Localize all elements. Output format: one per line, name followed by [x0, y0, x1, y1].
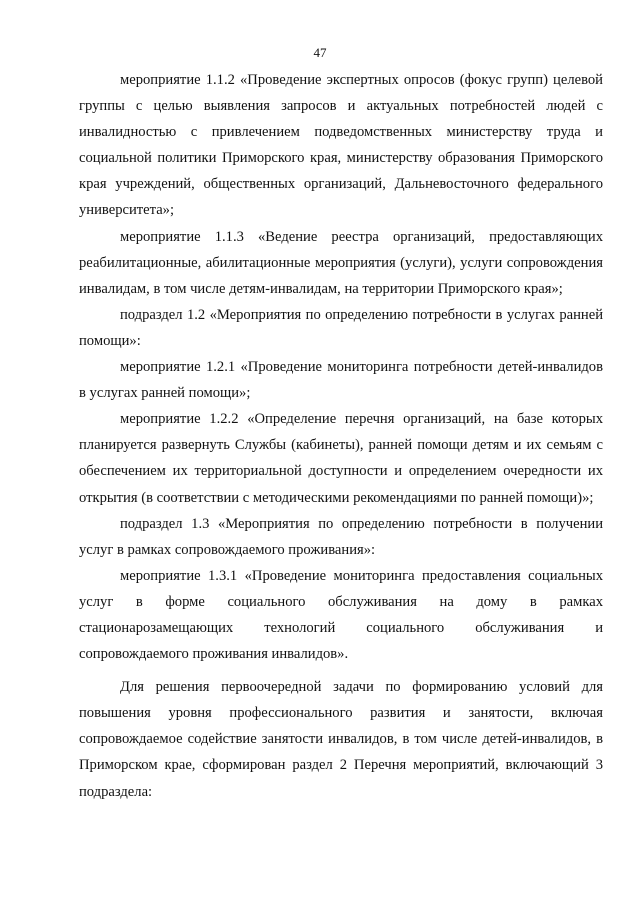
- paragraph-section-2-intro: Для решения первоочередной задачи по формированию условий для повышения уровня профессионального развития и занятости, включая сопровождаемое содействие занятости инвалидов, в том числе детей-инвалидов, в Приморском крае, сформирован раздел 2 Перечня мероприятий, включающий 3 подраздела:: [79, 679, 603, 800]
- document-body: [79, 67, 603, 805]
- paragraph-measure-1-1-2: мероприятие 1.1.2 «Проведение экспертных опросов (фокус групп) целевой группы с целью выявления запросов и актуальных потребностей людей с инвалидностью с привлечением подведомственных министерству труда и социальной политики Приморского края, министерству образования Приморского края учреждений, общественных организаций, Дальневосточного федерального университета»;: [79, 72, 603, 219]
- paragraph-subsection-1-2: подраздел 1.2 «Мероприятия по определению потребности в услугах ранней помощи»:: [79, 306, 603, 349]
- paragraph-measure-1-2-2: мероприятие 1.2.2 «Определение перечня организаций, на базе которых планируется развернуть Службы (кабинеты), ранней помощи детям и их семьям с обеспечением их территориальной доступности и определением очередности их открытия (в соответствии с методическими рекомендациями по ранней помощи)»;: [79, 411, 603, 506]
- paragraph-measure-1-1-3: мероприятие 1.1.3 «Ведение реестра организаций, предоставляющих реабилитационные, абилитационные мероприятия (услуги), услуги сопровождения инвалидам, в том числе детям-инвалидам, на территории Приморского края»;: [79, 228, 603, 297]
- paragraph-subsection-1-3: подраздел 1.3 «Мероприятия по определению потребности в получении услуг в рамках сопровождаемого проживания»:: [79, 515, 603, 558]
- paragraph-measure-1-3-1: мероприятие 1.3.1 «Проведение мониторинга предоставления социальных услуг в форме социального обслуживания на дому в рамках стационарозамещающих технологий социального обслуживания и сопровождаемого проживания инвалидов».: [79, 567, 603, 663]
- page-number: 47: [313, 45, 327, 60]
- paragraph-measure-1-2-1: мероприятие 1.2.1 «Проведение мониторинга потребности детей-инвалидов в услугах ранней помощи»;: [79, 359, 603, 402]
